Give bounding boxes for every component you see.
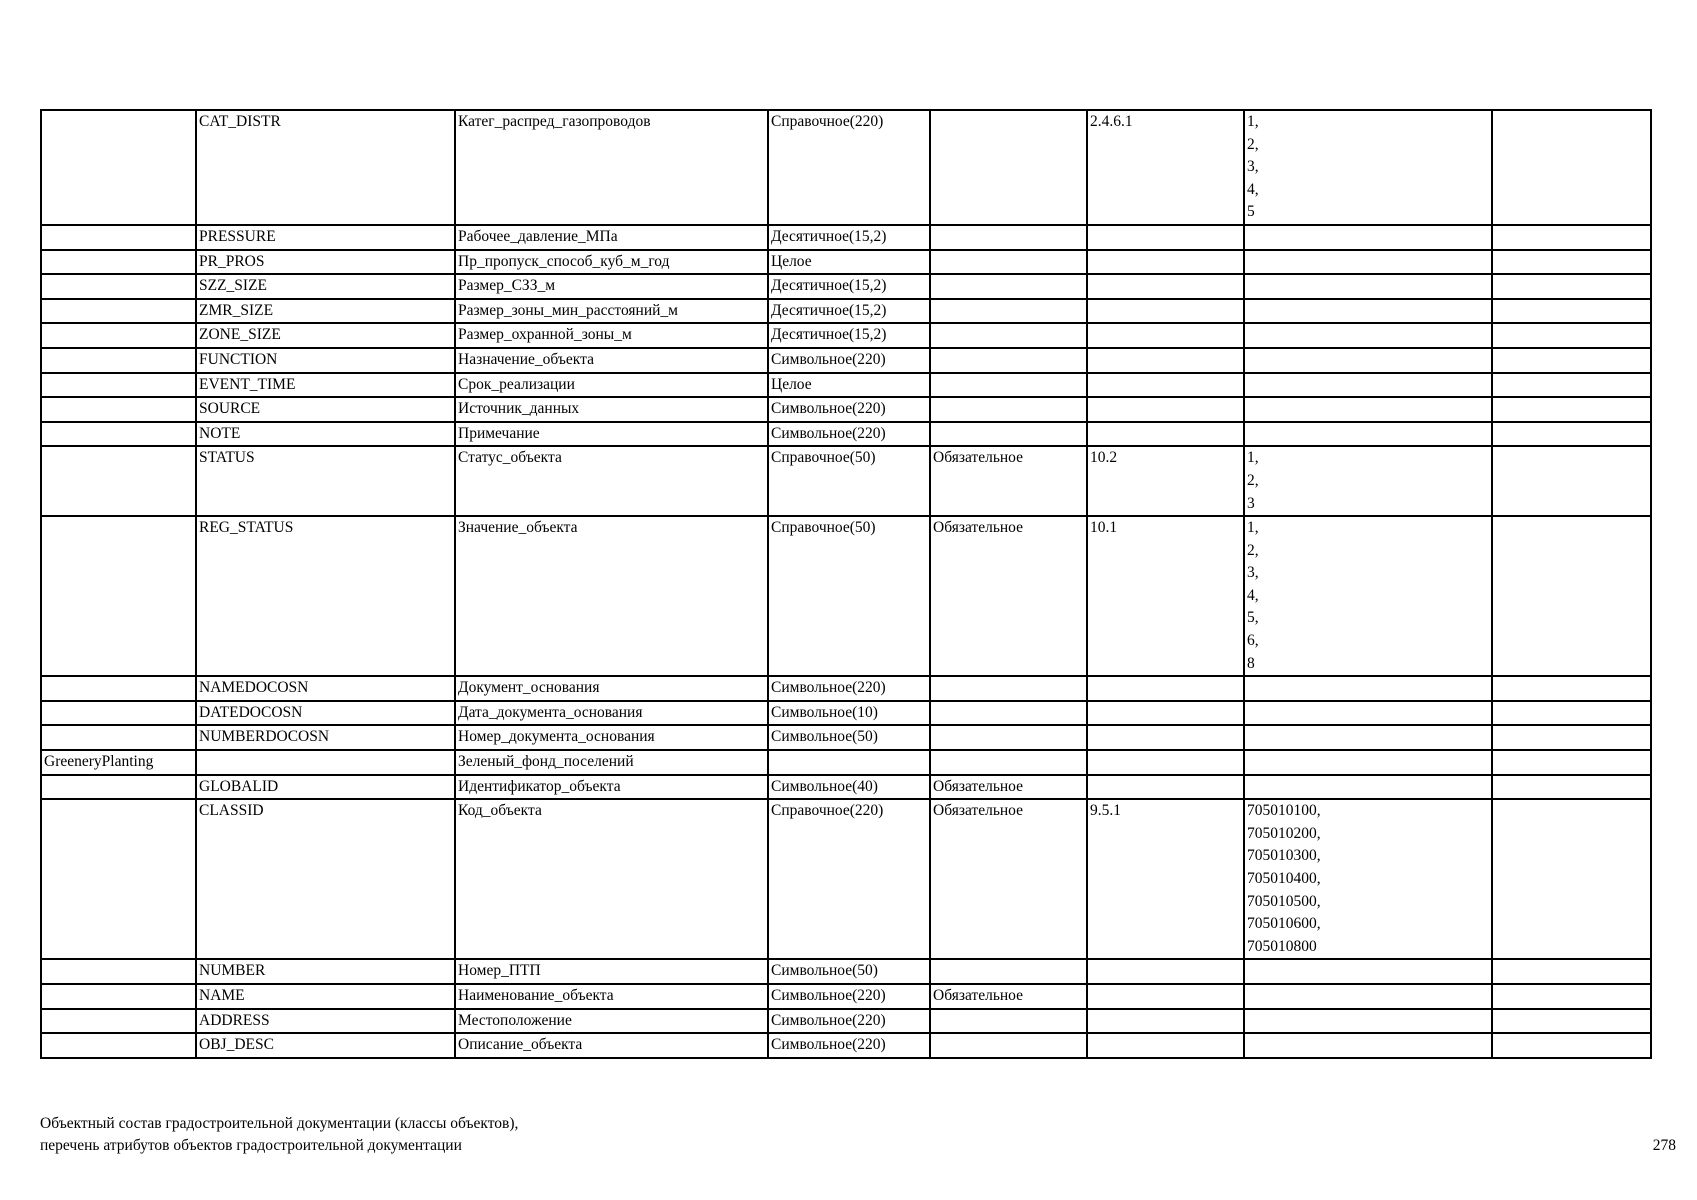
cell-value-line: 3, — [1247, 564, 1259, 582]
note-cell — [1492, 299, 1651, 324]
requirement-cell — [930, 397, 1087, 422]
values-cell — [1244, 701, 1492, 726]
cell-value-line: 3, — [1247, 158, 1259, 176]
requirement-cell — [930, 225, 1087, 250]
table-row — [41, 274, 1651, 299]
values-cell — [1244, 1009, 1492, 1034]
requirement-cell — [930, 373, 1087, 398]
class-name-cell — [41, 516, 196, 676]
attribute-name-cell: Дата_документа_основания — [455, 701, 768, 726]
note-cell — [1492, 725, 1651, 750]
data-type-cell: Целое — [768, 250, 930, 275]
attribute-name-cell: Назначение_объекта — [455, 348, 768, 373]
requirement-cell — [930, 110, 1087, 225]
note-cell — [1492, 750, 1651, 775]
attribute-name-cell: Срок_реализации — [455, 373, 768, 398]
requirement-cell — [930, 701, 1087, 726]
data-type-cell: Символьное(50) — [768, 725, 930, 750]
attribute-name-cell: Катег_распред_газопроводов — [455, 110, 768, 225]
table-row — [41, 1009, 1651, 1034]
values-cell — [1244, 725, 1492, 750]
attribute-code-cell: NUMBER — [196, 959, 455, 984]
table-row — [41, 299, 1651, 324]
cell-value-line: 2, — [1247, 471, 1259, 489]
attribute-name-cell: Примечание — [455, 422, 768, 447]
attribute-code-cell: NAMEDOCOSN — [196, 676, 455, 701]
values-cell — [1244, 323, 1492, 348]
class-name-cell — [41, 676, 196, 701]
data-type-cell: Символьное(220) — [768, 397, 930, 422]
class-name-cell — [41, 446, 196, 516]
note-cell — [1492, 323, 1651, 348]
table-row — [41, 775, 1651, 800]
reference-cell: 10.1 — [1087, 516, 1244, 676]
class-name-cell — [41, 1033, 196, 1058]
attribute-name-cell: Размер_охранной_зоны_м — [455, 323, 768, 348]
note-cell — [1492, 348, 1651, 373]
attribute-code-cell: PRESSURE — [196, 225, 455, 250]
requirement-cell: Обязательное — [930, 984, 1087, 1009]
note-cell — [1492, 676, 1651, 701]
data-type-cell: Символьное(10) — [768, 701, 930, 726]
note-cell — [1492, 225, 1651, 250]
table-row — [41, 225, 1651, 250]
attribute-code-cell: REG_STATUS — [196, 516, 455, 676]
class-name-cell — [41, 1009, 196, 1034]
table-row — [41, 446, 1651, 516]
attribute-code-cell: STATUS — [196, 446, 455, 516]
attribute-code-cell: EVENT_TIME — [196, 373, 455, 398]
reference-cell — [1087, 274, 1244, 299]
table-row — [41, 348, 1651, 373]
attribute-code-cell: CLASSID — [196, 799, 455, 959]
data-type-cell: Символьное(220) — [768, 984, 930, 1009]
class-name-cell — [41, 775, 196, 800]
class-name-cell — [41, 397, 196, 422]
page-number: 278 — [1652, 1137, 1676, 1154]
table-row — [41, 397, 1651, 422]
attribute-name-cell: Размер_зоны_мин_расстояний_м — [455, 299, 768, 324]
values-cell — [1244, 516, 1492, 676]
attribute-code-cell: ZONE_SIZE — [196, 323, 455, 348]
requirement-cell: Обязательное — [930, 516, 1087, 676]
data-type-cell: Десятичное(15,2) — [768, 274, 930, 299]
attribute-name-cell: Номер_ПТП — [455, 959, 768, 984]
note-cell — [1492, 775, 1651, 800]
class-name-cell — [41, 373, 196, 398]
attribute-code-cell: NOTE — [196, 422, 455, 447]
table-row — [41, 516, 1651, 676]
values-cell — [1244, 299, 1492, 324]
requirement-cell — [930, 1033, 1087, 1058]
attribute-code-cell: OBJ_DESC — [196, 1033, 455, 1058]
values-cell — [1244, 799, 1492, 959]
cell-value-line: 705010200, — [1247, 824, 1321, 842]
values-cell — [1244, 1033, 1492, 1058]
attribute-name-cell: Значение_объекта — [455, 516, 768, 676]
reference-cell — [1087, 225, 1244, 250]
class-name-cell — [41, 984, 196, 1009]
data-type-cell: Символьное(50) — [768, 959, 930, 984]
requirement-cell — [930, 422, 1087, 447]
values-cell — [1244, 676, 1492, 701]
attribute-name-cell: Документ_основания — [455, 676, 768, 701]
data-type-cell: Справочное(220) — [768, 110, 930, 225]
cell-value-line: 8 — [1247, 654, 1255, 672]
cell-value-line: 5, — [1247, 609, 1259, 627]
values-cell — [1244, 750, 1492, 775]
values-cell — [1244, 373, 1492, 398]
cell-value-line: 705010100, — [1247, 802, 1321, 820]
note-cell — [1492, 446, 1651, 516]
note-cell — [1492, 959, 1651, 984]
data-type-cell: Символьное(220) — [768, 1009, 930, 1034]
requirement-cell — [930, 299, 1087, 324]
attribute-code-cell: NAME — [196, 984, 455, 1009]
data-type-cell: Десятичное(15,2) — [768, 299, 930, 324]
cell-value-line: 6, — [1247, 632, 1259, 650]
requirement-cell — [930, 274, 1087, 299]
values-cell — [1244, 446, 1492, 516]
data-type-cell: Десятичное(15,2) — [768, 225, 930, 250]
attribute-code-cell: SZZ_SIZE — [196, 274, 455, 299]
cell-value-line: 705010600, — [1247, 915, 1321, 933]
note-cell — [1492, 1009, 1651, 1034]
note-cell — [1492, 799, 1651, 959]
attribute-code-cell: CAT_DISTR — [196, 110, 455, 225]
reference-cell: 9.5.1 — [1087, 799, 1244, 959]
data-type-cell: Символьное(220) — [768, 348, 930, 373]
cell-value-line: 4, — [1247, 586, 1259, 604]
note-cell — [1492, 250, 1651, 275]
reference-cell — [1087, 701, 1244, 726]
class-name-cell — [41, 110, 196, 225]
attribute-name-cell: Местоположение — [455, 1009, 768, 1034]
requirement-cell: Обязательное — [930, 446, 1087, 516]
reference-cell — [1087, 373, 1244, 398]
reference-cell — [1087, 775, 1244, 800]
data-type-cell — [768, 750, 930, 775]
cell-value-line: 2, — [1247, 541, 1259, 559]
requirement-cell — [930, 348, 1087, 373]
reference-cell — [1087, 397, 1244, 422]
note-cell — [1492, 701, 1651, 726]
requirement-cell — [930, 750, 1087, 775]
attribute-name-cell: Пр_пропуск_способ_куб_м_год — [455, 250, 768, 275]
note-cell — [1492, 110, 1651, 225]
values-cell — [1244, 250, 1492, 275]
requirement-cell — [930, 1009, 1087, 1034]
reference-cell — [1087, 1009, 1244, 1034]
attribute-code-cell: FUNCTION — [196, 348, 455, 373]
data-type-cell: Символьное(40) — [768, 775, 930, 800]
table-row — [41, 323, 1651, 348]
attribute-name-cell: Описание_объекта — [455, 1033, 768, 1058]
requirement-cell — [930, 725, 1087, 750]
attribute-name-cell: Размер_СЗЗ_м — [455, 274, 768, 299]
attribute-table-body — [41, 110, 1651, 1058]
reference-cell: 2.4.6.1 — [1087, 110, 1244, 225]
table-row — [41, 1033, 1651, 1058]
data-type-cell: Справочное(50) — [768, 446, 930, 516]
cell-value-line: 2, — [1247, 135, 1259, 153]
footer-caption-line: перечень атрибутов объектов градостроительной документации — [40, 1137, 462, 1154]
values-cell — [1244, 274, 1492, 299]
attribute-code-cell: DATEDOCOSN — [196, 701, 455, 726]
table-row — [41, 725, 1651, 750]
data-type-cell: Десятичное(15,2) — [768, 323, 930, 348]
reference-cell — [1087, 959, 1244, 984]
attribute-code-cell: ADDRESS — [196, 1009, 455, 1034]
reference-cell — [1087, 299, 1244, 324]
values-cell — [1244, 348, 1492, 373]
attribute-table — [40, 109, 1652, 1059]
class-name-cell — [41, 299, 196, 324]
data-type-cell: Целое — [768, 373, 930, 398]
data-type-cell: Справочное(220) — [768, 799, 930, 959]
note-cell — [1492, 397, 1651, 422]
class-name-cell — [41, 323, 196, 348]
table-row — [41, 110, 1651, 225]
attribute-name-cell: Наименование_объекта — [455, 984, 768, 1009]
attribute-code-cell: GLOBALID — [196, 775, 455, 800]
reference-cell — [1087, 750, 1244, 775]
reference-cell — [1087, 422, 1244, 447]
values-cell — [1244, 984, 1492, 1009]
cell-value-line: 3 — [1247, 494, 1255, 512]
cell-value-line: 1, — [1247, 449, 1259, 467]
class-name-cell — [41, 225, 196, 250]
table-row — [41, 422, 1651, 447]
values-cell — [1244, 775, 1492, 800]
cell-value-line: 5 — [1247, 203, 1255, 221]
note-cell — [1492, 516, 1651, 676]
table-row — [41, 250, 1651, 275]
values-cell — [1244, 397, 1492, 422]
values-cell — [1244, 225, 1492, 250]
note-cell — [1492, 422, 1651, 447]
cell-value-line: 705010800 — [1247, 937, 1317, 955]
data-type-cell: Справочное(50) — [768, 516, 930, 676]
attribute-code-cell: ZMR_SIZE — [196, 299, 455, 324]
cell-value-line: 1, — [1247, 113, 1259, 130]
data-type-cell: Символьное(220) — [768, 676, 930, 701]
table-row — [41, 959, 1651, 984]
requirement-cell: Обязательное — [930, 775, 1087, 800]
reference-cell — [1087, 725, 1244, 750]
reference-cell — [1087, 250, 1244, 275]
attribute-name-cell: Номер_документа_основания — [455, 725, 768, 750]
table-row — [41, 984, 1651, 1009]
reference-cell — [1087, 323, 1244, 348]
attribute-name-cell: Код_объекта — [455, 799, 768, 959]
reference-cell — [1087, 1033, 1244, 1058]
attribute-code-cell: NUMBERDOCOSN — [196, 725, 455, 750]
attribute-code-cell — [196, 750, 455, 775]
class-name-cell — [41, 959, 196, 984]
attribute-name-cell: Идентификатор_объекта — [455, 775, 768, 800]
reference-cell — [1087, 676, 1244, 701]
table-row — [41, 676, 1651, 701]
class-name-cell — [41, 274, 196, 299]
attribute-name-cell: Источник_данных — [455, 397, 768, 422]
requirement-cell — [930, 250, 1087, 275]
class-name-cell — [41, 422, 196, 447]
cell-value-line: 705010300, — [1247, 847, 1321, 865]
values-cell — [1244, 422, 1492, 447]
requirement-cell — [930, 323, 1087, 348]
class-name-cell — [41, 348, 196, 373]
attribute-name-cell: Статус_объекта — [455, 446, 768, 516]
cell-value-line: 705010400, — [1247, 870, 1321, 887]
reference-cell — [1087, 984, 1244, 1009]
table-row — [41, 799, 1651, 959]
note-cell — [1492, 984, 1651, 1009]
class-name-cell — [41, 250, 196, 275]
attribute-name-cell: Зеленый_фонд_поселений — [455, 750, 768, 775]
attribute-name-cell: Рабочее_давление_МПа — [455, 225, 768, 250]
cell-value-line: 705010500, — [1247, 892, 1321, 910]
attribute-code-cell: SOURCE — [196, 397, 455, 422]
reference-cell — [1087, 348, 1244, 373]
values-cell — [1244, 110, 1492, 225]
table-row — [41, 373, 1651, 398]
class-name-cell — [41, 701, 196, 726]
cell-value-line: 4, — [1247, 180, 1259, 198]
attribute-code-cell: PR_PROS — [196, 250, 455, 275]
data-type-cell: Символьное(220) — [768, 422, 930, 447]
requirement-cell: Обязательное — [930, 799, 1087, 959]
reference-cell: 10.2 — [1087, 446, 1244, 516]
requirement-cell — [930, 676, 1087, 701]
table-row — [41, 750, 1651, 775]
note-cell — [1492, 373, 1651, 398]
values-cell — [1244, 959, 1492, 984]
footer-caption-line: Объектный состав градостроительной документации (классы объектов), — [40, 1115, 519, 1132]
cell-value-line: 1, — [1247, 519, 1259, 537]
note-cell — [1492, 274, 1651, 299]
note-cell — [1492, 1033, 1651, 1058]
class-name-cell: GreeneryPlanting — [41, 750, 196, 775]
table-row — [41, 701, 1651, 726]
footer-caption — [40, 1113, 518, 1157]
data-type-cell: Символьное(220) — [768, 1033, 930, 1058]
class-name-cell — [41, 799, 196, 959]
class-name-cell — [41, 725, 196, 750]
requirement-cell — [930, 959, 1087, 984]
